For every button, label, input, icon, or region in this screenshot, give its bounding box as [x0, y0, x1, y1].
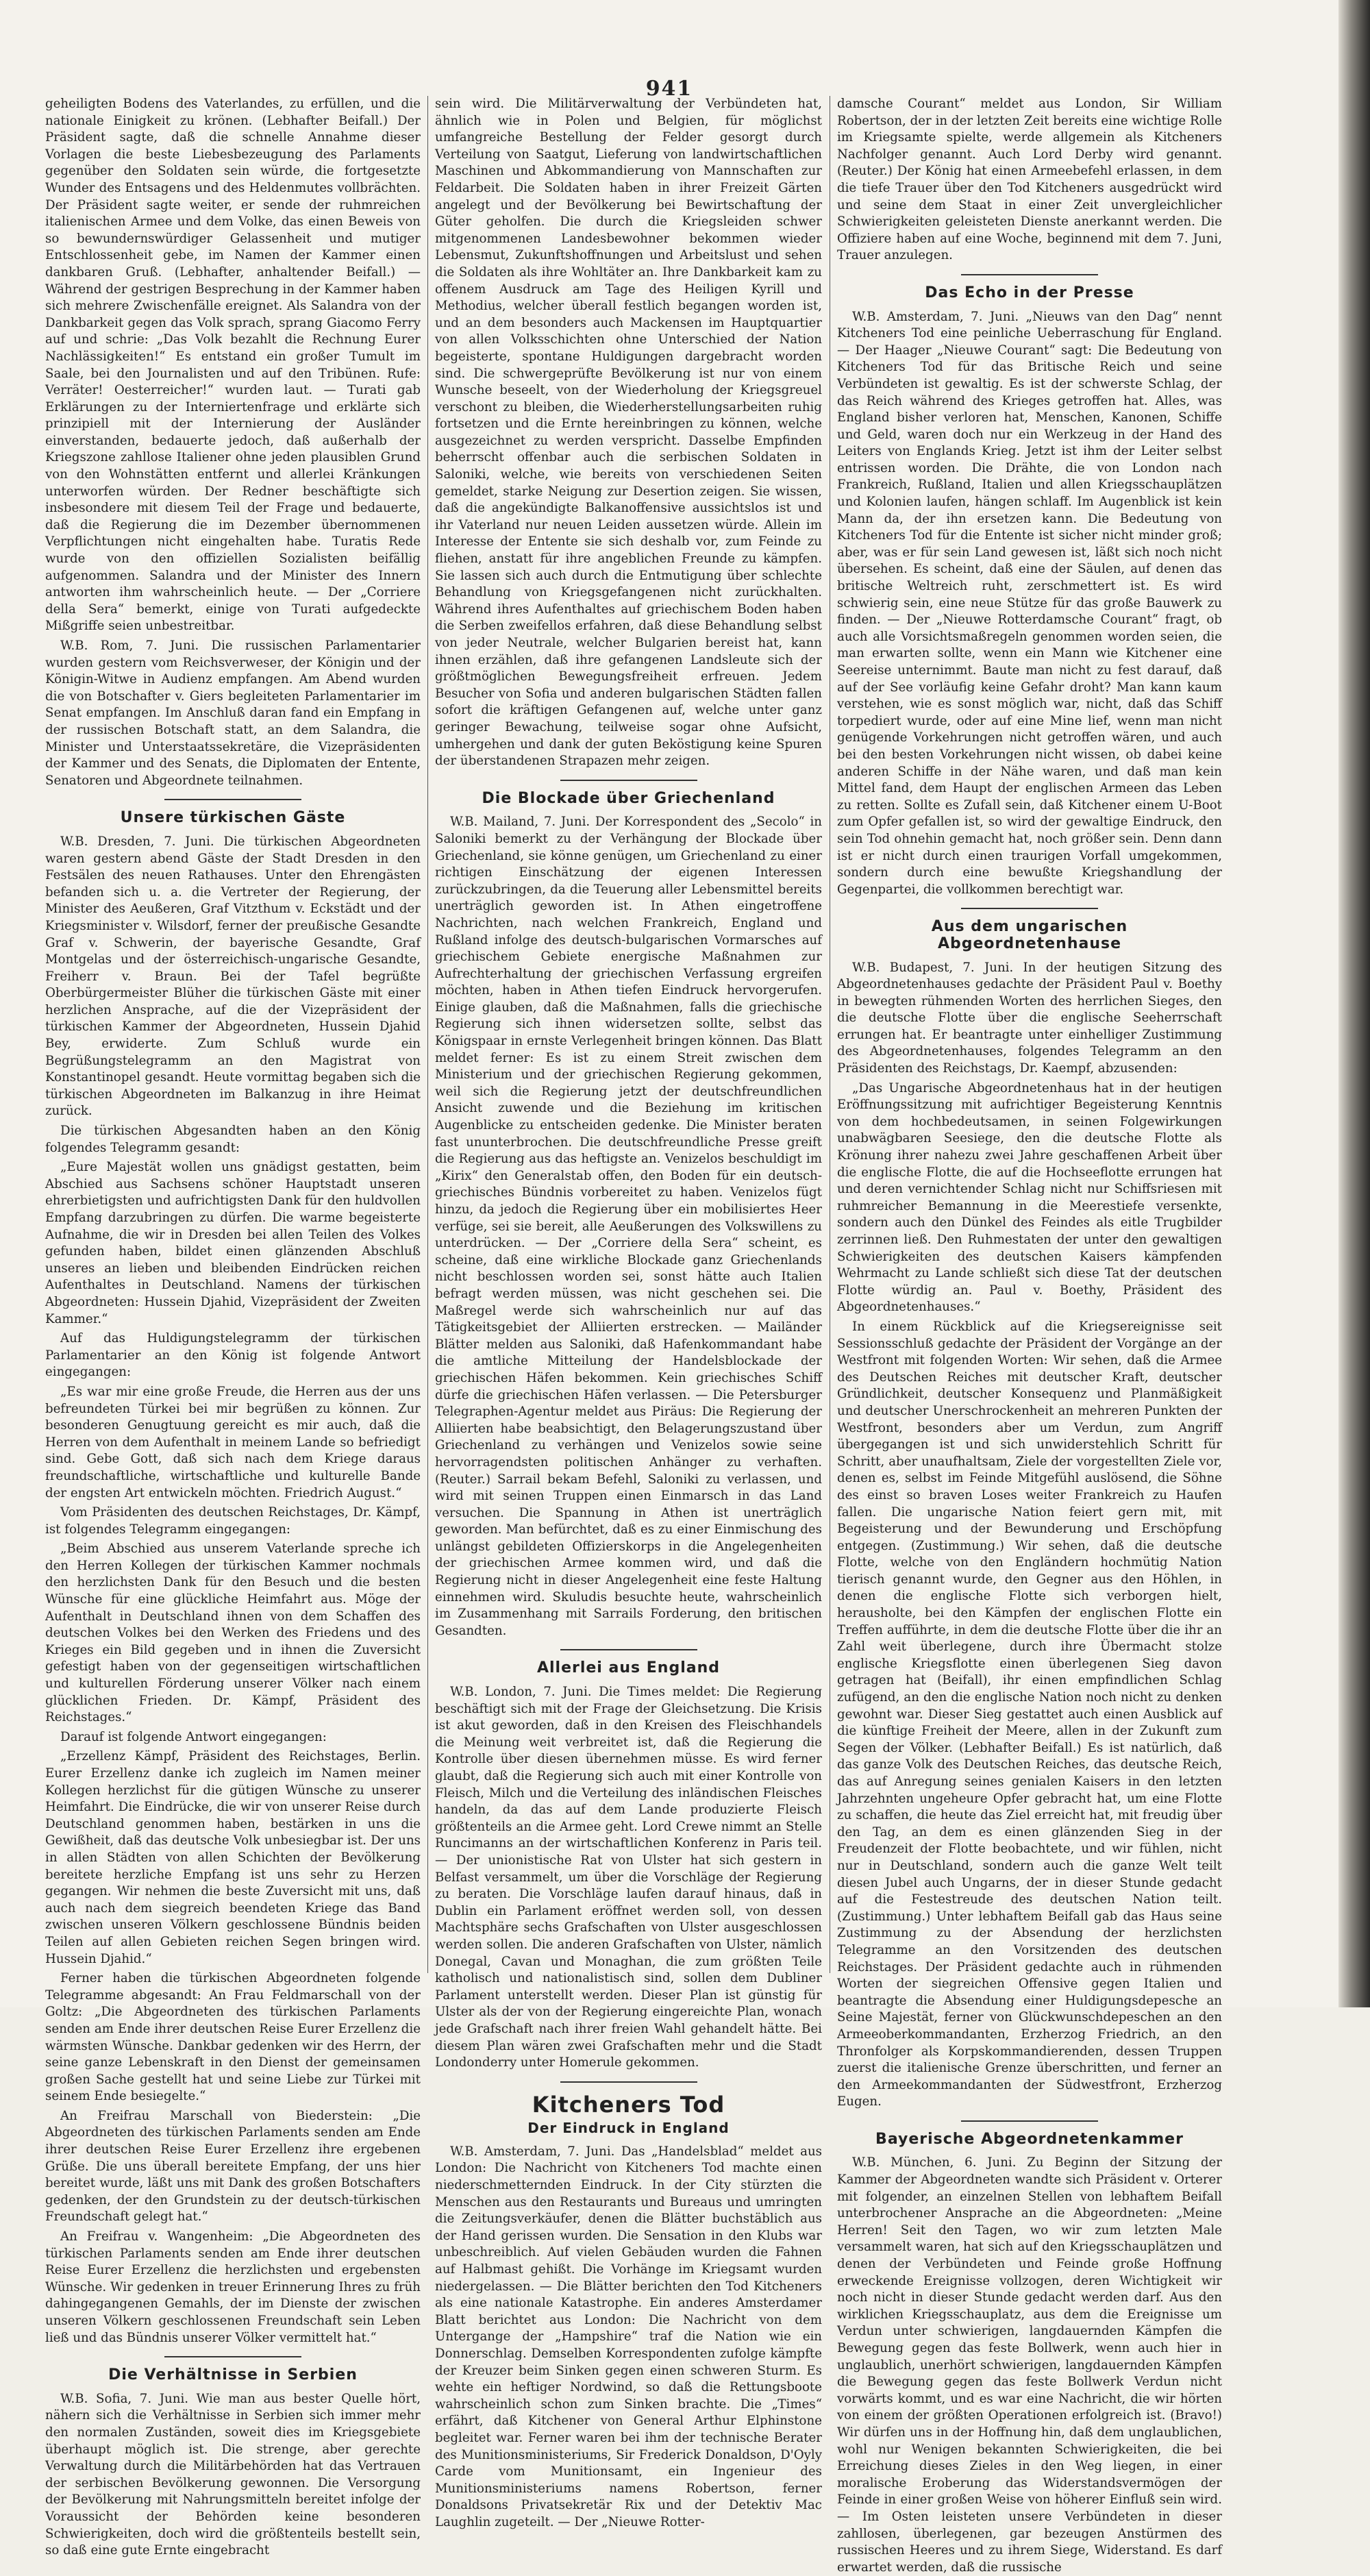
article-heading: Die Verhältnisse in Serbien	[108, 2366, 358, 2384]
section-divider	[560, 1649, 697, 1650]
article-text: In einem Rückblick auf die Kriegsereignisse seit Sessionsschluß gedachte der Präsident der Vorgänge an der Westfront mit folgenden Worten: Wir sehen, daß die Armee des Deutschen Reiches mit deutscher Kraft, deutscher Gründlichkeit, deutscher Konsequenz und Planmäßigkeit und deutscher Unerschrockenheit an mehreren Punkten der Westfront, besonders aber um Verdun, zum Angriff übergegangen ist und sich unwiderstehlich Schritt für Schritt, aber unaufhaltsam, Ziele der vorgestellten Ziele vor, denen es, selbst im Feinde Mitgefühl auslösend, die Söhne des einst so braven Loses weiter Frankreich zu Haufen fallen. Die ungarische Nation feiert gern mit, mit Begeisterung und der Bewunderung und Erschöpfung entgegen. (Zustimmung.) Wir sehen, daß die deutsche Flotte, welche von den Engländern hochmütig Nation tierisch genannt wurde, den Gegner aus den Höhlen, in denen die englische Flotte sich verborgen hielt, herausholte, bei den Kämpfen der englischen Flotte ein Treffen aufführte, in dem die deutsche Flotte über die ihr an Zahl weit überlegene, durch ihre Übermacht stolze englische Kriegsflotte einen überlegenen Sieg davon getragen hat (Beifall), ihr einen empfindlichen Schlag zufügend, an den die englische Nation noch nicht zu denken gewohnt war. Dieser Sieg gestattet auch einen Ausblick auf die künftige Freiheit der Meere, allen in der Zukunft zum Segen der Völker. (Lebhafter Beifall.) Es ist natürlich, daß das ganze Volk des Deutschen Reiches, das deutsche Reich, das auf Anregung seines genialen Kaisers in den letzten Jahrzehnten ungeheure Opfer gebracht hat, um eine Flotte zu schaffen, die heute das Ziel erreicht hat, mit freudig über den Tag, an dem es einen glänzenden Sieg in der Freudenzeit der Flotte beobachtete, und wir fühlen, nicht nur in Deutschland, sondern auch die ganze Welt teilt diesen Jubel auch Ungarns, der in dieser Stunde gedacht auf die Festestreude des deutschen Nation teilt. (Zustimmung.) Unter lebhaftem Beifall gab das Haus seine Zustimmung zu der Absendung der herzlichsten Telegramme an den Vorsitzenden des deutschen Reichstages. Der Präsident gedachte auch in rühmenden Worten der siegreichen Offensive gegen Italien und beantragte die Absendung einer Huldigungsdepesche an Seine Majestät, ferner von Glückwunschdepeschen an den Armeeoberkommandanten, Erzherzog Friedrich, an den Thronfolger als Korpskommandierenden, dessen Truppen zuerst die italienische Grenze überschritten, und ferner an den Armeekommandanten der Südwestfront, Erzherzog Eugen.	[837, 1319, 1222, 2109]
section-divider	[560, 2081, 697, 2083]
article-heading: Unsere türkischen Gäste	[120, 809, 346, 827]
article-heading: Die Blockade über Griechenland	[482, 789, 775, 807]
article-text: An Freifrau v. Wangenheim: „Die Abgeordneten des türkischen Parlaments senden am Ende ihrer deutschen Reise Eurer Erzellenz die herzlichsten und ergebensten Wünsche. Wir gedenken in treuer Erinnerung Ihres zu früh dahingegangenen Gemahls, der im Dienste der zwischen unseren Völkern geschlossenen Freundschaft sein Leben ließ und das Bündnis unserer Völker vermittelt hat.“	[45, 2229, 421, 2345]
article-text: „Es war mir eine große Freude, die Herren aus der uns befreundeten Türkei bei mir begrüßen zu können. Zur besonderen Genugtuung gereicht es mir auch, daß die Herren von dem Aufenthalt in meinem Lande so befriedigt sind. Gebe Gott, daß sich nach dem Kriege daraus freundschaftliche, wirtschaftliche und kulturelle Bande der engsten Art entwickeln möchten. Friedrich August.“	[45, 1384, 421, 1500]
article-text: W.B. Rom, 7. Juni. Die russischen Parlamentarier wurden gestern vom Reichsverweser, der Königin und der Königin-Witwe in Audienz empfangen. Am Abend wurden die von Botschafter v. Giers begleiteten Parlamentarier im Senat empfangen. Im Anschluß daran fand ein Empfang in der russischen Botschaft statt, an dem Salandra, die Minister und Unterstaatssekretäre, die Vizepräsidenten der Kammer und des Senats, die Diplomaten der Entente, Senatoren und Abgeordnete teilnahmen.	[45, 639, 421, 788]
article-text: „Beim Abschied aus unserem Vaterlande spreche ich den Herren Kollegen der türkischen Kammer nochmals den herzlichsten Dank für den Besuch und die besten Wünsche für eine glückliche Heimfahrt aus. Möge der Aufenthalt in Deutschland ihnen von dem Schaffen des deutschen Volkes bei den Werken des Friedens und des Krieges ein Bild gegeben und in ihnen die Zuversicht gefestigt haben von der gegenseitigen wirtschaftlichen und kulturellen Förderung unserer Völker nach einem glücklichen Frieden. Dr. Kämpf, Präsident des Reichstages.“	[45, 1541, 421, 1725]
article-text: Die türkischen Abgesandten haben an den König folgendes Telegramm gesandt:	[45, 1124, 421, 1155]
article-heading: Kitcheners Tod	[532, 2091, 725, 2118]
section-divider	[164, 799, 301, 800]
article-text: An Freifrau Marschall von Biederstein: „Die Abgeordneten des türkischen Parlaments senden am Ende ihrer deutschen Reise Eurer Erzellenz ihre ergebenen Grüße. Die uns überall bereitete Empfang, der uns hier bereitet wurde, läßt uns mit Dank des großen Botschafters gedenken, der den Grundstein zu der deutsch-türkischen Freundschaft gelegt hat.“	[45, 2108, 421, 2225]
article-text: „Erzellenz Kämpf, Präsident des Reichstages, Berlin. Eurer Erzellenz danke ich zugleich im Namen meiner Kollegen herzlichst für die gütigen Wünsche zu unserer Heimfahrt. Die Eindrücke, die wir von unserer Reise durch Deutschland genommen haben, bestärken in uns die Gewißheit, daß das deutsche Volk unbesiegbar ist. Der uns in allen Städten von allen Schichten der Bevölkerung bereitete herzliche Empfang ist uns sehr zu Herzen gegangen. Wir nehmen die beste Zuversicht mit uns, daß auch nach dem siegreich beendeten Kriege das Band zwischen unseren Völkern geschlossene Bündnis beiden Teilen auf allen Gebieten reichen Segen bringen wird. Hussein Djahid.“	[45, 1749, 421, 1966]
article-text: Auf das Huldigungstelegramm der türkischen Parlamentarier an den König ist folgende Antwort eingegangen:	[45, 1331, 421, 1380]
article-text: W.B. Mailand, 7. Juni. Der Korrespondent des „Secolo“ in Saloniki bemerkt zu der Verhängung der Blockade über Griechenland, sie könne genügen, um Griechenland zu einer richtigen Einschätzung der eigenen Interessen zurückzubringen, da die Teuerung aller Lebensmittel bereits unerträglich geworden ist. In Athen eingetroffene Nachrichten, nach welchen Frankreich, England und Rußland infolge des deutsch-bulgarischen Vormarsches auf griechischem Gebiete energische Maßnahmen zur Aufrechterhaltung der griechischen Verfassung ergreifen möchten, haben in Athen tiefen Eindruck hervorgerufen. Einige glauben, daß die Maßnahmen, falls die griechische Regierung sich ihnen widersetzen sollte, selbst das Königspaar in ernste Verlegenheit bringen können. Das Blatt meldet ferner: Es ist zu einem Streit zwischen dem Ministerium und der griechischen Regierung gekommen, weil sich die Regierung jetzt der deutschfreundlichen Ansicht zuwende und die Beziehung im kritischen Augenblicke zu entscheiden gedenke. Die Minister beraten fast ununterbrochen. Die deutschfreundliche Presse greift die Regierung aus das heftigste an. Venizelos beschuldigt im „Kirix“ den Generalstab offen, den Boden für ein deutsch-griechisches Bündnis vorbereitet zu haben. Venizelos fügt hinzu, da jedoch die Regierung über ein mobilisiertes Heer verfüge, sei sie bereit, alle Aeußerungen des Volkswillens zu unterdrücken. — Der „Corriere della Sera“ scheint, es scheine, daß eine wirkliche Blockade ganz Griechenlands nicht beschlossen worden sei, sonst hätte auch Italien befragt werden müssen, was nicht geschehen sei. Die Maßregel werde sich wahrscheinlich nur auf das Tätigkeitsgebiet der Alliierten erstrecken. — Mailänder Blätter melden aus Saloniki, daß Hafenkommandant habe die amtliche Mitteilung der Handelsblockade der griechischen Häfen bekommen. Kein griechisches Schiff dürfe die griechischen Häfen verlassen. — Die Petersburger Telegraphen-Agentur meldet aus Piräus: Die Regierung der Alliierten habe beabsichtigt, den Belagerungszustand über Griechenland zu verhängen und Venizelos sowie seine hervorragendsten politischen Anhänger zu verhaften. (Reuter.) Sarrail bekam Befehl, Saloniki zu verlassen, und wird mit seinen Truppen einen Einmarsch in das Land versuchen. Die Spannung in Athen ist unerträglich geworden. Man befürchtet, daß es zu einer Einmischung des unlängst gebildeten Offizierskorps in die Angelegenheiten der griechischen Armee kommen wird, und daß die Regierung nicht in dieser Angelegenheit eine feste Haltung einnehmen wird. Skuludis besuchte heute, wahrscheinlich im Zusammenhang mit Sarrails Forderung, den britischen Gesandten.	[435, 815, 822, 1638]
article-text: Vom Präsidenten des deutschen Reichstages, Dr. Kämpf, ist folgendes Telegramm eingegangen:	[45, 1505, 421, 1537]
section-divider	[164, 2356, 301, 2357]
article-text: W.B. London, 7. Juni. Die Times meldet: Die Regierung beschäftigt sich mit der Frage der Gleichsetzung. Die Krisis ist akut geworden, daß in den Kreisen des Fleischhandels die Meinung weit verbreitet ist, daß die Regierung die Kontrolle über diesen übernehmen müsse. Es wird ferner glaubt, daß die Regierung sich auch mit einer Kontrolle von Fleisch, Milch und die Verteilung des inländischen Fleisches handeln, da das auf dem Lande produzierte Fleisch größtenteils an die Armee geht. Lord Crewe nimmt an Stelle Runcimanns an der wirtschaftlichen Konferenz in Paris teil. — Der unionistische Rat von Ulster hat sich gestern in Belfast versammelt, um über die Vorschläge der Regierung zu beraten. Die Vorschläge laufen darauf hinaus, daß in Dublin ein Parlament eröffnet werden soll, von dessen Machtsphäre sechs Grafschaften von Ulster ausgeschlossen werden sollen. Die anderen Grafschaften von Ulster, nämlich Donegal, Cavan und Monaghan, die zum größten Teile katholisch und nationalistisch sind, sollen dem Dubliner Parlament unterstellt werden. Dieser Plan ist günstig für Ulster als der von der Regierung eingereichte Plan, wonach jede Grafschaft nach ihrer freien Wahl gehandelt hätte. Bei diesem Plan wären zwei Grafschaften mehr und die Stadt Londonderry unter Homerule gekommen.	[435, 1685, 822, 2070]
article-text: Darauf ist folgende Antwort eingegangen:	[60, 1729, 327, 1744]
section-divider	[961, 274, 1098, 275]
article-subheading: Der Eindruck in England	[527, 2120, 730, 2137]
article-text: W.B. Sofia, 7. Juni. Wie man aus bester Quelle hört, nähern sich die Verhältnisse in Serbien sich immer mehr den normalen Zuständen, soweit dies im Kriegsgebiete überhaupt möglich ist. Die strenge, aber gerechte Verwaltung durch die Militärbehörden hat das Vertrauen der serbischen Bevölkerung gewonnen. Die Versorgung der Bevölkerung mit Nahrungsmitteln bereitet infolge der Voraussicht der Behörden keine besonderen Schwierigkeiten, doch wird die größtenteils bestellt sein, so daß eine gute Ernte eingebracht	[45, 2391, 421, 2558]
article-text: „Eure Majestät wollen uns gnädigst gestatten, beim Abschied aus Sachsens schöner Hauptstadt unseren ehrerbietigsten und aufrichtigsten Dank für den huldvollen Empfang darzubringen zu dürfen. Die warme begeisterte Aufnahme, die wir in Dresden bei allen Teilen des Volkes gefunden haben, bildet einen glänzenden Abschluß unseres an lieben und bleibenden Eindrücken reichen Aufenthaltes in Deutschland. Namens der türkischen Abgeordneten: Hussein Djahid, Vizepräsident der Zweiten Kammer.“	[45, 1160, 421, 1326]
article-heading: Allerlei aus England	[536, 1659, 721, 1677]
article-text: W.B. Dresden, 7. Juni. Die türkischen Abgeordneten waren gestern abend Gäste der Stadt Dresden in den Festsälen des neuen Rathauses. Unter den Ehrengästen befanden sich u. a. die Vertreter der Regierung, der Minister des Aeußeren, Graf Vitzthum v. Eckstädt und der Kriegsminister v. Wilsdorf, ferner der preußische Gesandte Graf v. Schwerin, der bayerische Gesandte, Graf Montgelas und der österreichisch-ungarische Gesandte, Freiherr v. Braun. Bei der Tafel begrüßte Oberbürgermeister Blüher die türkischen Gäste mit einer herzlichen Ansprache, auf die der Vizepräsident der türkischen Kammer der Abgeordneten, Hussein Djahid Bey, erwiderte. Zum Schluß wurde ein Begrüßungstelegramm an den Magistrat von Konstantinopel gesandt. Heute vormittag begaben sich die türkischen Abgeordneten im Balkanzug in ihre Heimat zurück.	[45, 834, 421, 1119]
page-edge	[1338, 0, 1370, 2007]
article-text: damsche Courant“ meldet aus London, Sir William Robertson, der in der letzten Zeit bereits eine wichtige Rolle im Kriegsamte spielte, werde allgemein als Kitcheners Nachfolger genannt. Auch Lord Derby wird genannt. (Reuter.) Der König hat einen Armeebefehl erlassen, in dem die tiefe Trauer über den Tod Kitcheners ausgedrückt wird und seine dem Staat in einer Zeit unvergleichlicher Schwierigkeiten geleisteten Dienste anerkannt werden. Die Offiziere haben auf eine Woche, beginnend mit dem 7. Juni, Trauer anzulegen.	[837, 97, 1222, 263]
article-text: geheiligten Bodens des Vaterlandes, zu erfüllen, und die nationale Einigkeit zu krönen. (Lebhafter Beifall.) Der Präsident sagte, daß die schnelle Annahme dieser Vorlagen die beste Liebesbezeugung des Parlaments gegenüber den Soldaten sein würde, die fortgesetzte Wunder des Entsagens und des Heldenmutes vollbrächten. Der Präsident sagte weiter, er sende der ruhmreichen italienischen Armee und dem Volke, das einen Beweis von so bewundernswürdiger Gelassenheit und mutiger Entschlossenheit gebe, im Namen der Kammer einen dankbaren Gruß. (Lebhafter, anhaltender Beifall.) — Während der gestrigen Besprechung in der Kammer haben sich mehrere Zwischenfälle ereignet. Als Salandra von der Dankbarkeit gegen das Volk sprach, sprang Giacomo Ferry auf und schrie: „Das Volk bezahlt die Rechnung Eurer Nachlässigkeiten!“ Es entstand ein großer Tumult im Saale, bei den Journalisten und auf den Tribünen. Rufe: Verräter! Oesterreicher!“ wurden laut. — Turati gab Erklärungen zu der Interniertenfrage und erklärte sich prinzipiell mit der Internierung der Ausländer einverstanden, bedauerte jedoch, daß außerhalb der Kriegszone zahllose Italiener ohne jeden plausiblen Grund von den Wohnstätten entfernt und allerlei Kränkungen unterworfen würden. Der Redner beschäftigte sich insbesondere mit diesem Teil der Frage und bedauerte, daß die Regierung die im Dezember übernommenen Verpflichtungen nicht eingehalten habe. Turatis Rede wurde von den offiziellen Sozialisten beifällig aufgenommen. Salandra und der Minister des Innern antworten ihm wahrscheinlich heute. — Der „Corriere della Sera“ bemerkt, einige von Turati aufgedeckte Mißgriffe seien unbestreitbar.	[45, 97, 421, 634]
article-text: W.B. Amsterdam, 7. Juni. „Nieuws van den Dag“ nennt Kitcheners Tod eine peinliche Ueberraschung für England. — Der Haager „Nieuwe Courant“ sagt: Die Bedeutung von Kitcheners Tod für das Britische Reich und seine Verbündeten ist gewaltig. Es ist der schwerste Schlag, der das Reich während des Krieges getroffen hat. Alles, was England bisher verloren hat, Menschen, Kanonen, Schiffe und Geld, waren doch nur ein Werkzeug in der Hand des Leiters von Englands Krieg. Jetzt ist ihm der Leiter selbst entrissen worden. Die Drähte, die von London nach Frankreich, Rußland, Italien und allen Kriegsschauplätzen und Kolonien laufen, hängen schlaff. Im Augenblick ist kein Mann da, der ihn ersetzen kann. Die Bedeutung von Kitcheners Tod für die Entente ist sicher nicht minder groß; aber, was er für sein Land gewesen ist, läßt sich noch nicht übersehen. Es scheint, daß eine der Säulen, auf denen das britische Weltreich ruht, zerschmettert ist. Es wird schwierig sein, eine neue Stütze für das große Bauwerk zu finden. — Der „Nieuwe Rotterdamsche Courant“ fragt, ob auch alle Vorsichtsmaßregeln genommen worden seien, die man erwarten sollte, wenn ein Mann wie Kitchener eine Seereise unternimmt. Baute man nicht zu fest darauf, daß auf der See vorläufig keine Gefahr droht? Man kann kaum verstehen, wie es sonst möglich war, nicht, daß das Schiff torpediert wurde, oder auf eine Mine lief, wenn man nicht genügende Vorkehrungen nicht getroffen wären, und auch bei den besten Vorkehrungen nicht wissen, ob dabei keine anderen Schiffe in der Nähe waren, und daß man kein Mittel fand, dem Haupt der englischen Armeen das Leben zu retten. Sollte es Zufall sein, daß Kitchener einem U-Boot zum Opfer gefallen ist, so wird der gewaltige Eindruck, den sein Tod ohnehin gemacht hat, noch größer sein. Denn dann ist er nicht durch einen traurigen Vorfall umgekommen, sondern durch eine bewußte Kriegshandlung der Gegenpartei, die vollkommen berechtigt war.	[837, 309, 1222, 897]
article-heading: Bayerische Abgeordnetenkammer	[875, 2130, 1184, 2148]
section-divider	[961, 908, 1098, 909]
column-rule	[427, 96, 428, 1973]
article-text: W.B. Budapest, 7. Juni. In der heutigen Sitzung des Abgeordnetenhauses gedachte der Präsident Paul v. Boethy in bewegten rühmenden Worten des herrlichen Sieges, den die deutsche Flotte über die englische Seeherrschaft errungen hat. Er beantragte unter einhelliger Zustimmung des Abgeordnetenhauses, folgendes Telegramm an den Präsidenten des Reichstags, Dr. Kaempf, abzusenden:	[837, 960, 1222, 1076]
article-heading: Aus dem ungarischen Abgeordnetenhause	[931, 918, 1128, 952]
column-2	[435, 96, 822, 2529]
article-text: Ferner haben die türkischen Abgeordneten folgende Telegramme abgesandt: An Frau Feldmarschall von der Goltz: „Die Abgeordneten des türkischen Parlaments senden am Ende ihrer deutschen Reise Eurer Erzellenz die wärmsten Wünsche. Dankbar gedenken wir des Herrn, der seine ganze Lebenskraft in den Dienst der gemeinsamen großen Sache gestellt hat und seine Liebe zur Türkei mit seinem Ende besiegelte.“	[45, 1971, 421, 2104]
column-3	[837, 96, 1222, 2575]
article-text: sein wird. Die Militärverwaltung der Verbündeten hat, ähnlich wie in Polen und Belgien, für möglichst umfangreiche Bestellung der Felder gesorgt durch Verteilung von Saatgut, Lieferung von landwirtschaftlichen Maschinen und Abkommandierung von Mannschaften zur Feldarbeit. Die Soldaten haben in ihrer Freizeit Gärten angelegt und der Bevölkerung bei Bewirtschaftung der Güter geholfen. Die durch die Kriegsleiden schwer mitgenommenen Landesbewohner bekommen wieder Lebensmut, Zukunftshoffnungen und Arbeitslust und sehen die Soldaten als ihre Wohltäter an. Ihre Dankbarkeit kam zu offenem Ausdruck am Tage des Heiligen Kyrill und Methodius, welcher überall festlich begangen worden ist, und an dem besonders auch Mackensen im Hauptquartier von allen Volksschichten ohne Unterschied der Nation begeisterte, spontane Huldigungen dargebracht worden sind. Die schwergeprüfte Bevölkerung ist nur von einem Wunsche beseelt, von der Wiederholung der Kriegsgreuel verschont zu bleiben, die Wiederherstellungsarbeiten ruhig fortsetzen und die Ernte hereinbringen zu können, welche ausgezeichnet zu werden verspricht. Dasselbe Empfinden beherrscht offenbar auch die serbischen Soldaten in Saloniki, welche, wie bereits von verschiedenen Seiten gemeldet, starke Neigung zur Desertion zeigen. Sie wissen, daß die angekündigte Balkanoffensive aussichtslos ist und ihr Vaterland nur neuen Leiden aussetzen würde. Allein im Interesse der Entente sie sich deshalb vor, zum Feinde zu fliehen, anstatt für ihre angeblichen Freunde zu kämpfen. Sie lassen sich auch durch die Entmutigung über schlechte Behandlung von Kriegsgefangenen nicht zurückhalten. Während ihres Aufenthaltes auf griechischem Boden haben die Serben zweifellos erfahren, daß diese Behandlung selbst von jeder Neutrale, welcher Bulgarien bereist hat, kann ihnen erzählen, daß ihre gefangenen Landsleute sich der größtmöglichen Bewegungsfreiheit erfreuen. Jedem Besucher von Sofia und anderen bulgarischen Städten fallen sofort die kräftigen Gefangenen auf, welche unter ganz geringer Bewachung, teilweise sogar ohne Aufsicht, umhergehen und dank der guten Beköstigung keine Spuren der überstandenen Strapazen mehr zeigen.	[435, 97, 822, 769]
column-1	[45, 96, 421, 2558]
article-text: „Das Ungarische Abgeordnetenhaus hat in der heutigen Eröffnungssitzung mit aufrichtiger Begeisterung Kenntnis von dem hochbedeutsamen, in seinen Folgewirkungen unabwägbaren Seesiege, den die deutsche Flotte als Krönung ihrer nahezu zwei Jahre geschaffenen Arbeit über die englische Flotte, die auf die Hochseeflotte errungen hat und deren vernichtender Schlag nicht nur Schiffsriesen mit ruhmreicher Bemannung in die Meerestiefe versenkte, sondern auch den Dünkel des Feindes als eitle Trugbilder zerrinnen ließ. Den Ruhmestaten der unter den gewaltigen Schwierigkeiten des deutschen Kaisers kämpfenden Wehrmacht zu Lande schließt sich diese Tat der deutschen Flotte würdig an. Paul v. Boethy, Präsident des Abgeordnetenhauses.“	[837, 1080, 1222, 1315]
section-divider	[961, 2120, 1098, 2122]
article-text: W.B. München, 6. Juni. Zu Beginn der Sitzung der Kammer der Abgeordneten wandte sich Präsident v. Orterer mit folgender, an einzelnen Stellen von lebhaftem Beifall unterbrochener Ansprache an die Abgeordneten: „Meine Herren! Seit den Tagen, wo wir zum letzten Male versammelt waren, hat sich auf den Kriegsschauplätzen und denen der Verbündeten und Feinde große Hoffnung erweckende Ereignisse vollzogen, deren Wichtigkeit wir noch nicht in dieser Stunde gedacht werden darf. Aus den wirklichen Kriegsschauplatz, aus dem die Ereignisse um Verdun unter schwierigen, langdauernden Kämpfen die Bewegung gegen das feste Bollwerk, wenn auch hier in unglaublich, unerhört schwierigen, langdauernden Kämpfen die Bewegung gegen das feste Bollwerk Verdun nicht vorwärts kommt, und es war eine Nachricht, die wir hörten von einem der größten Operationen erfolgreich ist. (Bravo!) Wir dürfen uns in der Hoffnung hin, daß dem unglaublichen, wohl nur Wenigen bekannten Schwierigkeiten, die bei Erreichung dieses Zieles in den Weg liegen, in einer moralische Eroberung das Widerstandsvermögen der Feinde in einer großen Weise von höherer Einfluß sein wird. — Im Osten leisteten unsere Verbündeten in dieser zahllosen, überlegenen, gar bezeugen Anstürmen des russischen Heeres und zu ihrem Siege, Widerstand. Es darf erwartet werden, daß die russische	[837, 2155, 1222, 2575]
article-text: W.B. Amsterdam, 7. Juni. Das „Handelsblad“ meldet aus London: Die Nachricht von Kitcheners Tod machte einen niederschmetternden Eindruck. In der City stürzten die Menschen aus den Restaurants und Bureaus und umringten die Zeitungsverkäufer, denen die Blätter buchstäblich aus der Hand gerissen wurden. Die Sensation in den Klubs war unbeschreiblich. Auf vielen Gebäuden wurden die Fahnen auf Halbmast gehißt. Die Vorhänge im Kriegsamt wurden niedergelassen. — Die Blätter berichten den Tod Kitcheners als eine nationale Katastrophe. Ein anderes Amsterdamer Blatt berichtet aus London: Die Nachricht von dem Untergange der „Hampshire“ traf die Nation wie ein Donnerschlag. Demselben Korrespondenten zufolge kämpfte der Kreuzer beim Sinken gegen einen schweren Sturm. Es wehte ein heftiger Nordwind, so daß die Rettungsboote wahrscheinlich schon zum Sinken brachte. Die „Times“ erfährt, daß Kitchener von General Arthur Elphinstone begleitet war. Ferner waren bei ihm der technische Berater des Munitionsministeriums, Sir Frederick Donaldson, D'Oyly Carde vom Munitionsamt, ein Ingenieur des Munitionsministeriums namens Robertson, ferner Donaldsons Privatsekretär Rix und der Detektiv Mac Laughlin zugeteilt. — Der „Nieuwe Rotter-	[435, 2144, 822, 2529]
article-heading: Das Echo in der Presse	[925, 284, 1134, 301]
page-number: 941	[645, 77, 693, 101]
section-divider	[560, 780, 697, 781]
